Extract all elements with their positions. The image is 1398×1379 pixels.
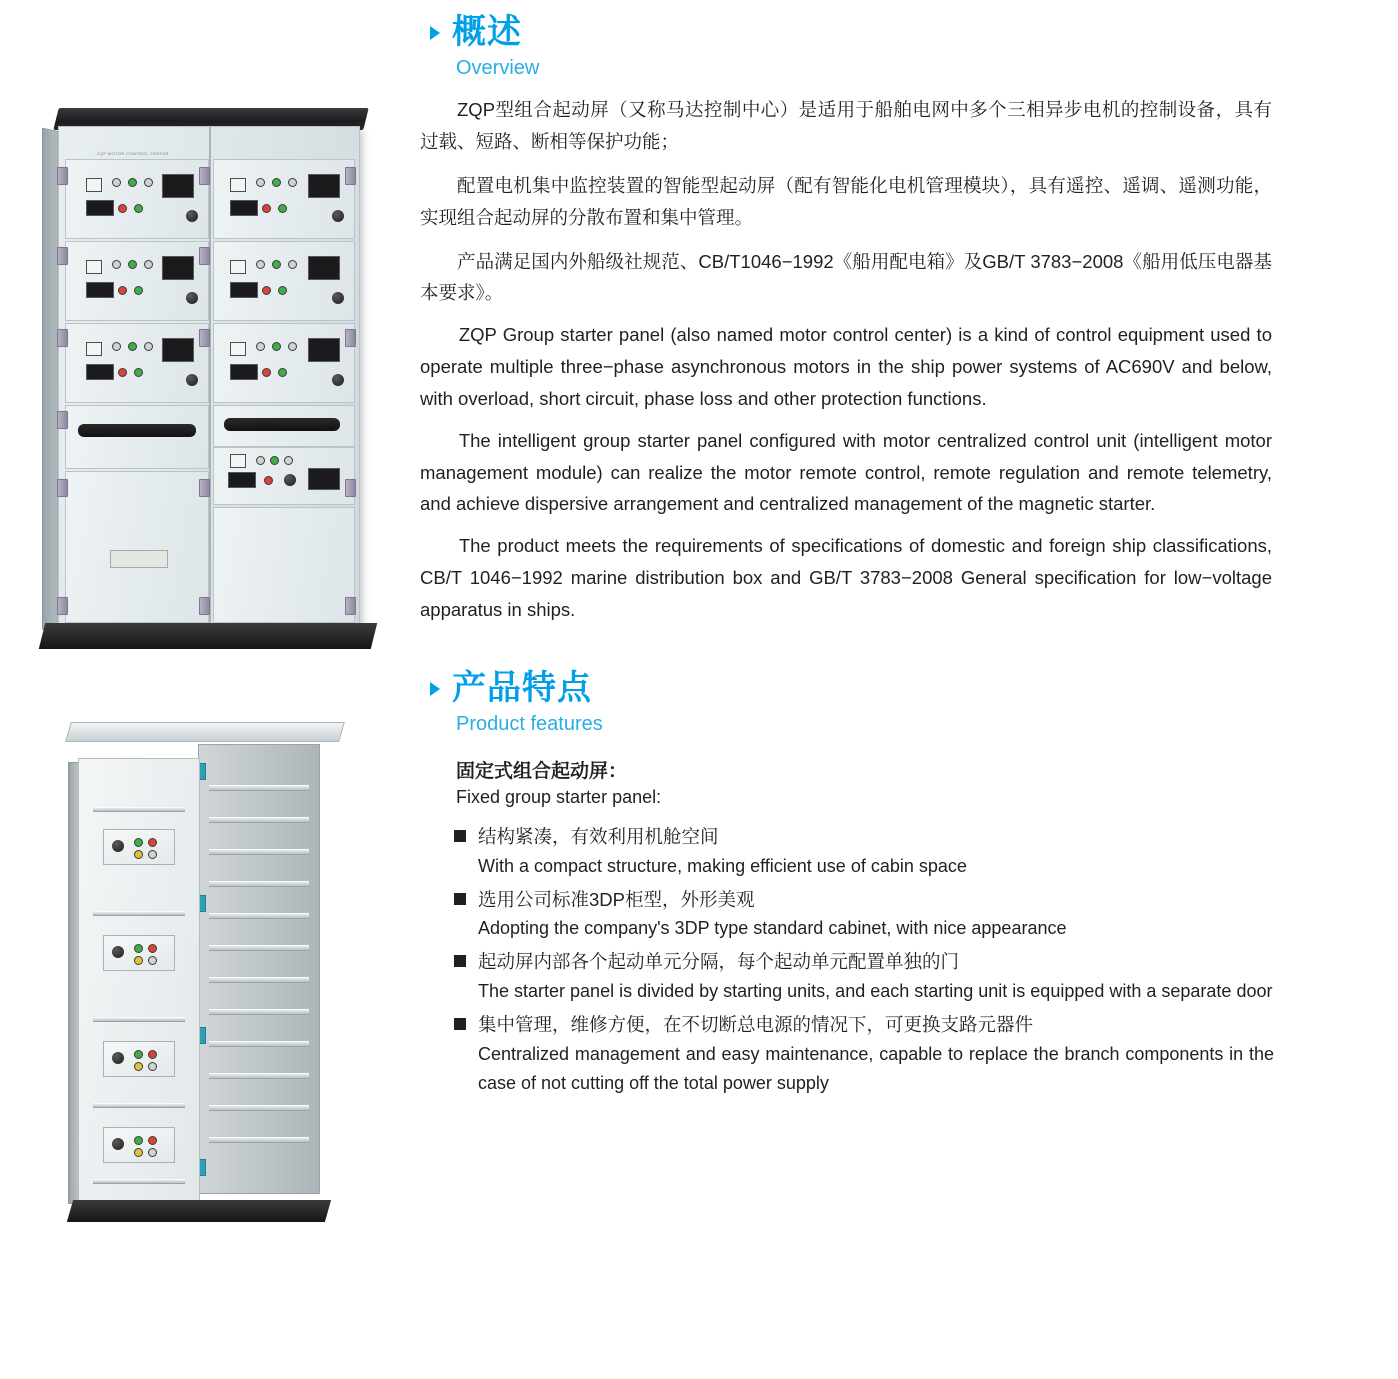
vent-louver [209,913,309,919]
indicator-lamp [134,1148,143,1157]
product-features-title-cn: 产品特点 [452,668,592,707]
triangle-bullet-icon [430,26,440,40]
indicator-lamp [134,286,143,295]
square-bullet-icon [454,830,466,842]
feature-text-cn [454,822,1274,852]
selector-knob [186,374,198,386]
indicator-lamp [128,260,137,269]
starter-unit-control-panel [103,1041,175,1077]
display-module [230,200,258,216]
feature-label-cn: 结构紧凑，有效利用机舱空间 [478,825,719,847]
indicator-lamp [134,956,143,965]
indicator-lamp [118,204,127,213]
vent-louver [209,1073,309,1079]
cabinet-door-panel [213,405,355,447]
push-button [86,342,102,356]
feature-subtitle-en: Fixed group starter panel: [456,786,662,807]
push-button [230,178,246,192]
list-item [454,947,1274,1006]
indicator-lamp [270,456,279,465]
section-overview [416,14,1276,626]
fixed-group-starter-panel-photo [60,722,370,1242]
indicator-lamp [118,368,127,377]
vent-louver [209,945,309,951]
feature-label-cn: 选用公司标准3DP柜型，外形美观 [478,888,755,910]
cabinet-base-plinth [67,1200,331,1222]
door-hinge [199,247,210,265]
ammeter [308,174,340,198]
indicator-lamp [272,178,281,187]
indicator-lamp [128,178,137,187]
starter-unit-cell [213,323,355,403]
vent-louver [209,849,309,855]
selector-knob [186,292,198,304]
cabinet-front-body [78,758,200,1208]
indicator-lamp [134,850,143,859]
selector-knob [332,292,344,304]
indicator-lamp [134,368,143,377]
door-seam [93,1179,185,1184]
door-hinge [345,597,356,615]
zqp-group-starter-panel-photo [38,108,378,648]
indicator-lamp [256,260,265,269]
overview-paragraph-en: ZQP Group starter panel (also named motor control center) is a kind of control equipment used to operate multiple three−phase asynchronous motors in the ship power systems of AC690V and below, with overload, short circuit, phase loss and other protection functions. [420,324,1272,409]
push-button [230,342,246,356]
door-hinge [345,329,356,347]
starter-unit-control-panel [103,829,175,865]
push-button [86,260,102,274]
cabinet-base-plinth [39,623,377,649]
indicator-lamp [118,286,127,295]
vent-louver [209,1009,309,1015]
cabinet-side-body [198,744,320,1194]
feature-text-cn [454,1010,1274,1040]
product-features-heading [452,670,1276,736]
feature-text-en: Centralized management and easy maintenance, capable to replace the branch components in the case of not cutting off the total power supply [478,1043,1274,1093]
feature-text-cn [454,885,1274,915]
indicator-lamp [148,1050,157,1059]
indicator-lamp [262,368,271,377]
starter-unit-cell [65,323,209,403]
display-module [86,282,114,298]
indicator-lamp [288,260,297,269]
feature-text-en: Adopting the company's 3DP type standard cabinet, with nice appearance [478,918,1067,939]
push-button [230,454,246,468]
starter-unit-cell [65,241,209,321]
indicator-lamp [284,456,293,465]
door-hinge [199,167,210,185]
ammeter [308,338,340,362]
list-item [454,1010,1274,1098]
door-seam [93,1017,185,1022]
door-hinge [199,479,210,497]
indicator-lamp [144,178,153,187]
list-item [454,822,1274,881]
indicator-lamp [256,456,265,465]
square-bullet-icon [454,955,466,967]
feature-label-cn: 起动屏内部各个起动单元分隔，每个起动单元配置单独的门 [478,951,960,973]
door-seam [93,911,185,916]
indicator-lamp [148,1136,157,1145]
section-product-features [416,670,1276,1099]
product-image-column [0,0,400,1379]
vent-louver [209,785,309,791]
indicator-lamp [134,838,143,847]
selector-knob [112,1138,124,1150]
door-hinge [199,597,210,615]
triangle-bullet-icon [430,682,440,696]
selector-knob [112,840,124,852]
vent-louver [209,817,309,823]
door-hinge [57,247,68,265]
indicator-lamp [148,1148,157,1157]
ammeter [308,468,340,490]
indicator-lamp [148,956,157,965]
overview-paragraph-en: The product meets the requirements of specifications of domestic and foreign ship classifications, CB/T 1046−1992 marine distribution box and GB/T 3783−2008 General specification for low−voltage apparatus in ships. [420,535,1272,620]
square-bullet-icon [454,1018,466,1030]
cabinet-roof-cap [65,722,345,742]
selector-knob [284,474,296,486]
control-unit-cell [213,447,355,505]
selector-knob [186,210,198,222]
indicator-lamp [144,260,153,269]
cabinet-lower-door [213,507,355,623]
vent-louver [209,1105,309,1111]
indicator-lamp [134,1062,143,1071]
door-hinge [199,329,210,347]
indicator-lamp [288,178,297,187]
indicator-lamp [288,342,297,351]
ammeter [162,256,194,280]
overview-paragraph-cn: ZQP型组合起动屏（又称马达控制中心）是适用于船舶电网中多个三相异步电机的控制设备，具有过载、短路、断相等保护功能； [420,99,1272,153]
overview-title-en: Overview [456,57,540,80]
overview-paragraph-cn: 产品满足国内外船级社规范、CB/T1046−1992《船用配电箱》及GB/T 3783−2008《船用低压电器基本要求》。 [420,250,1272,304]
push-button [86,178,102,192]
overview-heading [452,14,1276,80]
display-module [228,472,256,488]
selector-knob [112,946,124,958]
cabinet-lower-door [65,471,209,623]
starter-unit-cell [213,241,355,321]
push-button [230,260,246,274]
indicator-lamp [112,260,121,269]
door-hinge [345,479,356,497]
indicator-lamp [148,838,157,847]
vent-louver [209,1041,309,1047]
door-hinge [345,167,356,185]
rating-label [110,550,168,568]
indicator-lamp [112,342,121,351]
indicator-lamp [256,342,265,351]
display-module [86,200,114,216]
indicator-lamp [262,204,271,213]
door-hinge [57,167,68,185]
door-hinge [57,479,68,497]
indicator-lamp [134,1050,143,1059]
starter-unit-control-panel [103,1127,175,1163]
display-module [230,282,258,298]
indicator-lamp [128,342,137,351]
overview-body [420,94,1272,625]
door-seam [93,807,185,812]
indicator-lamp [278,368,287,377]
product-features-title-en: Product features [456,712,603,735]
indicator-lamp [148,1062,157,1071]
cabinet-column-divider [209,127,211,627]
door-hinge [57,411,68,429]
document-content [416,0,1276,1102]
indicator-lamp [134,204,143,213]
indicator-lamp [256,178,265,187]
indicator-lamp [134,944,143,953]
cabinet-front-body [58,126,360,628]
indicator-lamp [262,286,271,295]
door-handle-bar [224,418,340,431]
indicator-lamp [144,342,153,351]
ammeter [162,338,194,362]
overview-paragraph-cn: 配置电机集中监控装置的智能型起动屏（配有智能化电机管理模块），具有遥控、遥调、遥测功能，实现组合起动屏的分散布置和集中管理。 [420,175,1272,228]
indicator-lamp [278,204,287,213]
indicator-lamp [112,178,121,187]
vent-louver [209,1137,309,1143]
indicator-lamp [134,1136,143,1145]
door-handle-bar [78,424,196,437]
vent-louver [209,881,309,887]
feature-subtitle-cn: 固定式组合起动屏： [456,760,628,782]
indicator-lamp [272,342,281,351]
cabinet-nameplate-text: ZQP MOTOR CONTROL CENTER [97,151,169,156]
list-item [454,885,1274,944]
indicator-lamp [272,260,281,269]
selector-knob [332,210,344,222]
ammeter [162,174,194,198]
indicator-lamp [148,944,157,953]
feature-text-en: The starter panel is divided by starting units, and each starting unit is equipped with a separate door [478,981,1273,1002]
square-bullet-icon [454,893,466,905]
door-hinge [57,329,68,347]
cabinet-door-panel [65,405,209,469]
display-module [86,364,114,380]
display-module [230,364,258,380]
feature-text-cn [454,947,1274,977]
indicator-lamp [148,850,157,859]
door-seam [93,1103,185,1108]
feature-label-cn: 集中管理，维修方便，在不切断总电源的情况下，可更换支路元器件 [478,1014,1034,1036]
starter-unit-cell [213,159,355,239]
vent-louver [209,977,309,983]
starter-unit-cell [65,159,209,239]
feature-text-en: With a compact structure, making efficient use of cabin space [478,855,967,876]
overview-paragraph-en: The intelligent group starter panel configured with motor centralized control unit (intelligent motor management module) can realize the motor remote control, remote regulation and remote telemetry, and achieve dispersive arrangement and centralized management of the magnetic starter. [420,429,1272,515]
starter-unit-control-panel [103,935,175,971]
indicator-lamp [264,476,273,485]
feature-list [454,822,1274,1098]
overview-title-cn: 概述 [452,13,522,51]
selector-knob [332,374,344,386]
selector-knob [112,1052,124,1064]
ammeter [308,256,340,280]
door-hinge [57,597,68,615]
indicator-lamp [278,286,287,295]
